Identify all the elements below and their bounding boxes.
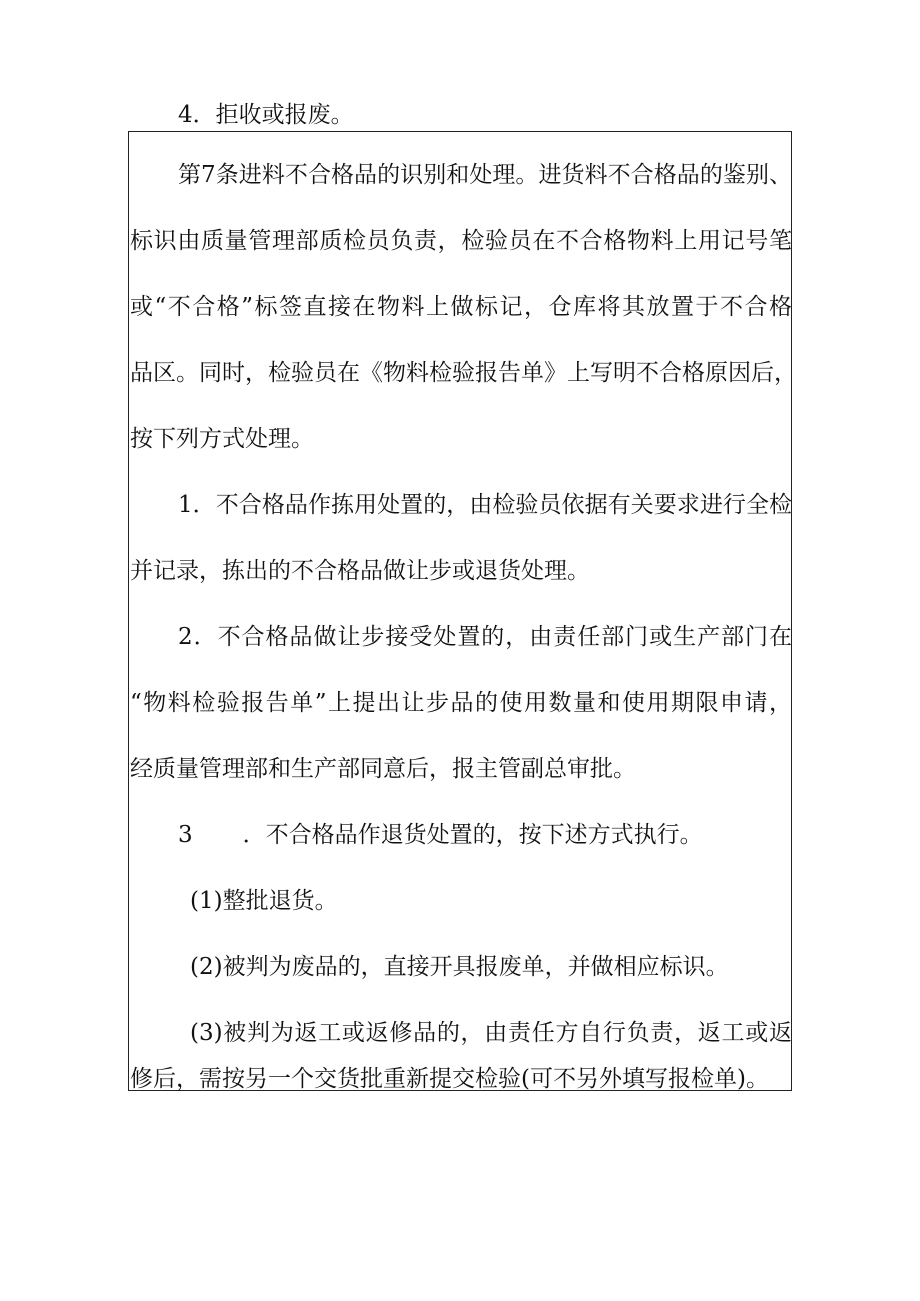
sub-item-1: (1)整批退货。 — [190, 888, 338, 914]
item-1-line-2: 并记录，拣出的不合格品做让步或退货处理。 — [130, 558, 590, 584]
article-7-line-3: 或“不合格”标签直接在物料上做标记，仓库将其放置于不合格 — [130, 294, 792, 320]
item-4-reject-or-scrap: 4．拒收或报废。 — [178, 102, 354, 128]
article-7-line-1: 第7条进料不合格品的识别和处理。进货料不合格品的鉴别、 — [178, 162, 792, 188]
content-box — [128, 131, 797, 1091]
article-7-line-2: 标识由质量管理部质检员负责，检验员在不合格物料上用记号笔 — [130, 228, 792, 254]
sub-item-2: (2)被判为废品的，直接开具报废单，并做相应标识。 — [190, 954, 729, 980]
item-2-line-2: “物料检验报告单”上提出让步品的使用数量和使用期限申请， — [130, 690, 792, 716]
article-7-line-5: 按下列方式处理。 — [130, 426, 314, 452]
sub-item-3-line-1: (3)被判为返工或返修品的，由责任方自行负责，返工或返 — [190, 1020, 792, 1046]
article-7-line-4: 品区。同时，检验员在《物料检验报告单》上写明不合格原因后， — [130, 360, 797, 386]
item-3 — [178, 820, 703, 850]
sub-item-3-line-2: 修后，需按另一个交货批重新提交检验(可不另外填写报检单)。 — [130, 1066, 769, 1092]
item-3-number: 3 — [178, 822, 193, 848]
item-3-text: ．不合格品作退货处置的，按下述方式执行。 — [242, 822, 703, 848]
item-2-line-1: 2．不合格品做让步接受处置的，由责任部门或生产部门在 — [178, 624, 792, 650]
item-2-line-3: 经质量管理部和生产部同意后，报主管副总审批。 — [130, 756, 636, 782]
item-1-line-1: 1．不合格品作拣用处置的，由检验员依据有关要求进行全检 — [178, 492, 792, 518]
